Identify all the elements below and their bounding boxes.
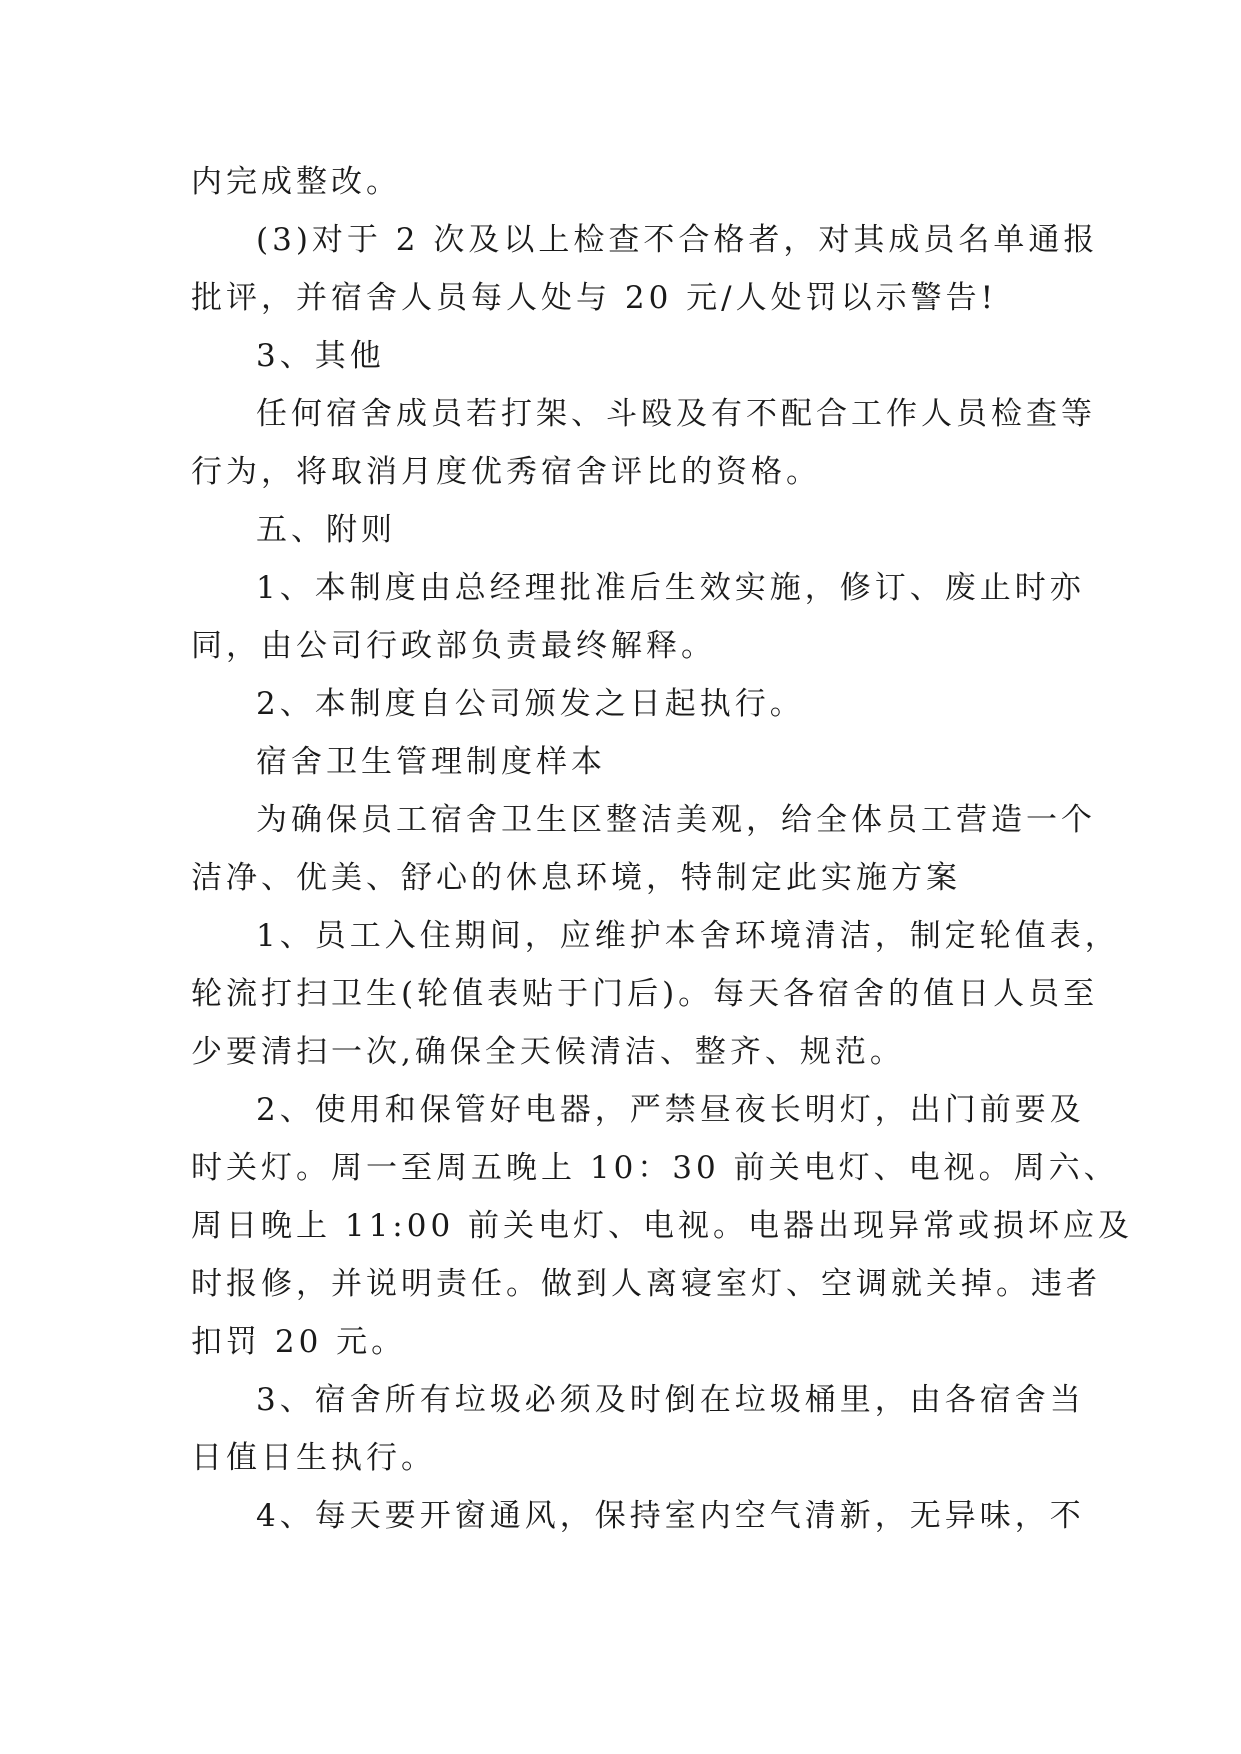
text-line: 周日晚上 11:00 前关电灯、电视。电器出现异常或损坏应及 [191, 1208, 1134, 1244]
text-line: 内完成整改。 [191, 164, 401, 200]
text-line: 时关灯。周一至周五晚上 10：30 前关电灯、电视。周六、 [191, 1150, 1119, 1186]
text-line: 1、本制度由总经理批准后生效实施，修订、废止时亦 [256, 570, 1085, 606]
text-line: 任何宿舍成员若打架、斗殴及有不配合工作人员检查等 [256, 396, 1096, 432]
text-line: 时报修，并说明责任。做到人离寝室灯、空调就关掉。违者 [191, 1266, 1101, 1302]
text-line: 为确保员工宿舍卫生区整洁美观，给全体员工营造一个 [256, 802, 1096, 838]
text-line: 4、每天要开窗通风，保持室内空气清新，无异味，不 [256, 1498, 1085, 1534]
text-line: 同，由公司行政部负责最终解释。 [191, 628, 716, 664]
text-line: 2、使用和保管好电器，严禁昼夜长明灯，出门前要及 [256, 1092, 1085, 1128]
section-heading: 3、其他 [256, 338, 385, 374]
text-line: 批评，并宿舍人员每人处与 20 元/人处罚以示警告! [191, 280, 998, 316]
text-line: 2、本制度自公司颁发之日起执行。 [256, 686, 805, 722]
text-line: 1、员工入住期间，应维护本舍环境清洁，制定轮值表， [256, 918, 1120, 954]
text-line: 洁净、优美、舒心的休息环境，特制定此实施方案 [191, 860, 961, 896]
text-line: 少要清扫一次,确保全天候清洁、整齐、规范。 [191, 1034, 905, 1070]
text-line: 3、宿舍所有垃圾必须及时倒在垃圾桶里，由各宿舍当 [256, 1382, 1085, 1418]
section-heading: 五、附则 [256, 512, 396, 548]
text-line: 行为，将取消月度优秀宿舍评比的资格。 [191, 454, 821, 490]
text-line: 日值日生执行。 [191, 1440, 436, 1476]
text-line: 轮流打扫卫生(轮值表贴于门后)。每天各宿舍的值日人员至 [191, 976, 1099, 1012]
document-body [191, 153, 1134, 1545]
text-line: (3)对于 2 次及以上检查不合格者，对其成员名单通报 [256, 222, 1099, 258]
text-line: 扣罚 20 元。 [191, 1324, 407, 1360]
document-title: 宿舍卫生管理制度样本 [256, 744, 606, 780]
